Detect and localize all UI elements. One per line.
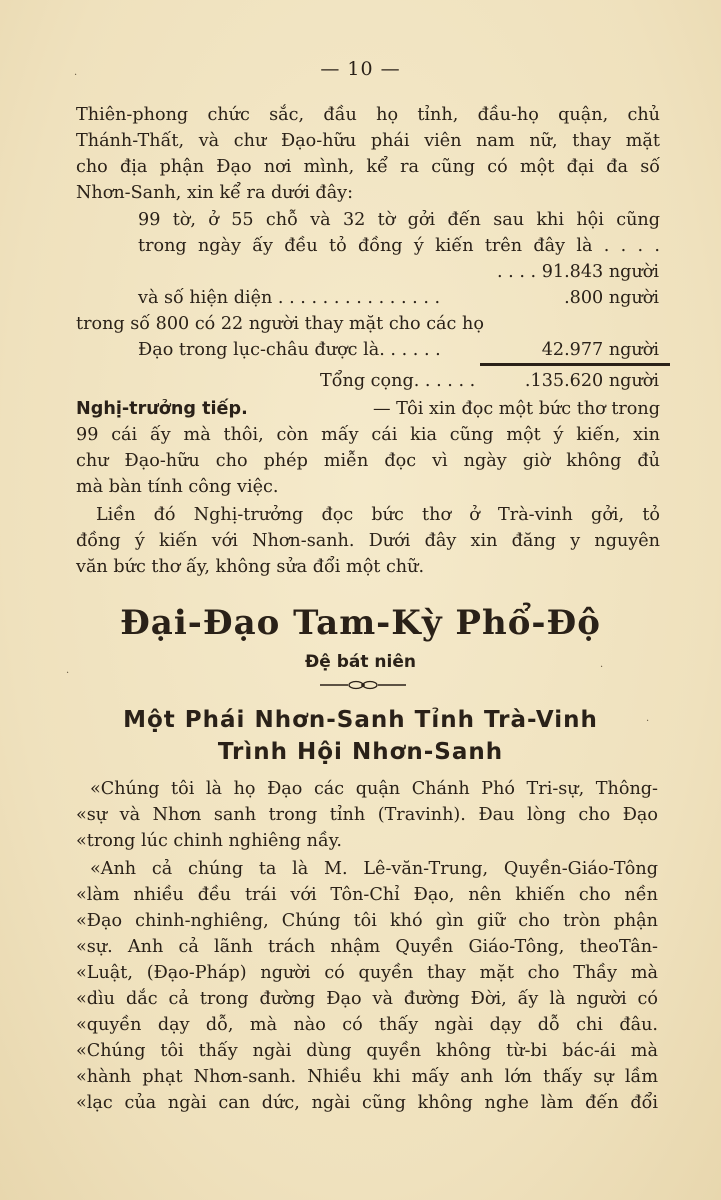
letter-line: «lạc của ngài can dức, ngài cũng không nghe làm đến đổi bbox=[76, 1093, 658, 1113]
page-number: — 10 — bbox=[320, 58, 401, 80]
letter-heading-line2: Trình Hội Nhơn-Sanh bbox=[217, 739, 504, 765]
paper-speck: · bbox=[600, 662, 604, 673]
intro-line: cho địa phận Đạo nơi mình, kể ra cũng có một đại đa số bbox=[76, 157, 660, 177]
tally-line: trong ngày ấy đều tỏ đồng ý kiến trên đây là . . . . bbox=[138, 236, 660, 256]
speech-line: chư Đạo-hữu cho phép miễn đọc vì ngày giờ không đủ bbox=[76, 451, 660, 471]
letter-line: «dìu dắc cả trong đường Đạo và đường Đời, ấy là người có bbox=[76, 989, 658, 1009]
paper-speck: · bbox=[646, 716, 650, 727]
speech-line: mà bàn tính công việc. bbox=[76, 477, 279, 497]
letter-line: «quyền dạy dỗ, mà nào có thấy ngài dạy dỗ chi đâu. bbox=[76, 1015, 658, 1035]
letter-line: «Chúng tôi thấy ngài dùng quyền không từ-bi bác-ái mà bbox=[76, 1041, 658, 1061]
letter-line: «trong lúc chinh nghiêng nầy. bbox=[76, 831, 342, 851]
intro-line: Thiên-phong chức sắc, đầu họ tỉnh, đầu-họ quận, chủ bbox=[76, 105, 660, 125]
ornament-divider-icon bbox=[320, 678, 406, 692]
paper-speck: · bbox=[66, 668, 70, 679]
letter-line: «sự và Nhơn sanh trong tỉnh (Travinh). Đau lòng cho Đạo bbox=[76, 805, 658, 825]
letter-line: «Chúng tôi là họ Đạo các quận Chánh Phó Tri-sự, Thông- bbox=[90, 779, 658, 799]
transition-line: văn bức thơ ấy, không sửa đổi một chữ. bbox=[76, 557, 425, 577]
letter-heading-line1: Một Phái Nhơn-Sanh Tỉnh Trà-Vinh bbox=[123, 707, 598, 733]
letter-line: «Đạo chinh-nghiêng, Chúng tôi khó gìn giữ cho tròn phận bbox=[76, 911, 658, 931]
speech-text: — Tôi xin đọc một bức thơ trong bbox=[372, 399, 660, 419]
intro-line: Thánh-Thất, và chư Đạo-hữu phái viên nam nữ, thay mặt bbox=[76, 131, 660, 151]
speech-line: 99 cái ấy mà thôi, còn mấy cái kia cũng một ý kiến, xin bbox=[76, 425, 660, 445]
paper-speck: · bbox=[74, 70, 78, 81]
transition-line: Liền đó Nghị-trưởng đọc bức thơ ở Trà-vinh gởi, tỏ bbox=[96, 505, 660, 525]
total-label: Tổng cọng. . . . . . bbox=[320, 371, 476, 391]
total-value: .135.620 người bbox=[524, 371, 659, 391]
speaker-label: Nghị-trưởng tiếp. bbox=[76, 399, 248, 419]
tally-line: trong số 800 có 22 người thay mặt cho các họ bbox=[76, 314, 484, 334]
letter-line: «Anh cả chúng ta là M. Lê-văn-Trung, Quyền-Giáo-Tông bbox=[90, 859, 658, 879]
letter-title: Đại-Đạo Tam-Kỳ Phổ-Độ bbox=[120, 603, 601, 643]
speech-first-line bbox=[76, 397, 660, 421]
letter-line: «làm nhiều đều trái với Tôn-Chỉ Đạo, nên khiến cho nền bbox=[76, 885, 658, 905]
letter-subtitle: Đệ bát niên bbox=[305, 652, 416, 672]
proxy-label: Đạo trong lục-châu được là. . . . . . bbox=[138, 340, 441, 360]
tally-subtotal: . . . . 91.843 người bbox=[496, 262, 659, 282]
transition-line: đồng ý kiến với Nhơn-sanh. Dưới đây xin đăng y nguyên bbox=[76, 531, 660, 551]
present-value: .800 người bbox=[564, 288, 659, 308]
letter-line: «hành phạt Nhơn-sanh. Nhiều khi mấy anh lớn thấy sự lầm bbox=[76, 1067, 658, 1087]
letter-line: «Luật, (Đạo-Pháp) người có quyền thay mặt cho Thầy mà bbox=[76, 963, 658, 983]
sum-rule bbox=[480, 363, 670, 366]
present-label: và số hiện diện . . . . . . . . . . . . . . . bbox=[138, 288, 441, 308]
proxy-value: 42.977 người bbox=[541, 340, 659, 360]
tally-line: 99 tờ, ở 55 chỗ và 32 tờ gởi đến sau khi hội cũng bbox=[138, 210, 660, 230]
letter-line: «sự. Anh cả lãnh trách nhậm Quyền Giáo-Tông, theoTân- bbox=[76, 937, 658, 957]
intro-line: Nhơn-Sanh, xin kể ra dưới đây: bbox=[76, 183, 354, 203]
